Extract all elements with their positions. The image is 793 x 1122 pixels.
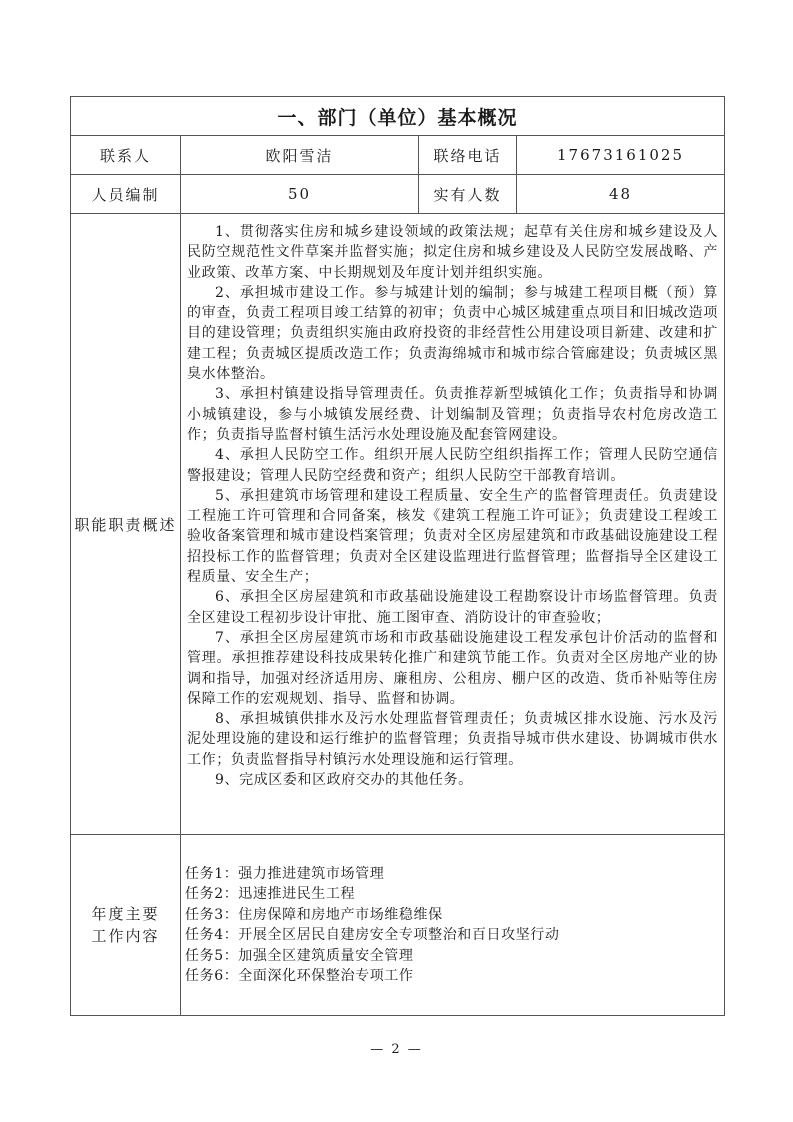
duty-paragraph: 1、贯彻落实住房和城乡建设领域的政策法规；起草有关住房和城乡建设及人民防空规范性文件草案并监督实施；拟定住房和城乡建设及人民防空发展战略、产业政策、改革方案、中长期规划及年度计划并组织实施。 bbox=[187, 224, 719, 281]
duty-paragraph: 7、承担全区房屋建筑市场和市政基础设施建设工程发承包计价活动的监督和管理。承担推荐建设科技成果转化推广和建筑节能工作。负责对全区房地产业的协调和指导，加强对经济适用房、廉租房、公租房、棚户区的改造、货币补贴等住房保障工作的宏观规划、指导、监督和协调。 bbox=[187, 629, 719, 707]
annual-work-row bbox=[71, 835, 725, 1016]
task-item: 任务4：开展全区居民自建房安全专项整治和百日攻坚行动 bbox=[185, 927, 560, 943]
task-item: 任务5：加强全区建筑质量安全管理 bbox=[185, 947, 414, 964]
task-item: 任务6：全面深化环保整治专项工作 bbox=[185, 968, 414, 984]
actual-label: 实有人数 bbox=[419, 175, 517, 214]
contact-row bbox=[71, 136, 725, 175]
duties-content bbox=[181, 214, 725, 835]
task-item: 任务2：迅速推进民生工程 bbox=[185, 886, 356, 902]
duty-paragraph: 6、承担全区房屋建筑和市政基础设施建设工程勘察设计市场监督管理。负责全区建设工程初步设计审批、施工图审查、消防设计的审查验收； bbox=[187, 589, 719, 626]
overview-table bbox=[70, 96, 725, 1016]
duties-row bbox=[71, 214, 725, 835]
task-item: 任务1：强力推进建筑市场管理 bbox=[185, 865, 385, 882]
duty-paragraph: 9、完成区委和区政府交办的其他任务。 bbox=[215, 772, 473, 789]
phone-value: 17673161025 bbox=[517, 136, 725, 175]
staffing-row bbox=[71, 175, 725, 214]
actual-value: 48 bbox=[517, 175, 725, 214]
quota-value: 50 bbox=[181, 175, 419, 214]
duties-label: 职能职责概述 bbox=[71, 214, 181, 835]
annual-work-label-line1: 年度主要 bbox=[91, 905, 160, 923]
page-number: — 2 — bbox=[370, 1042, 423, 1057]
phone-label: 联络电话 bbox=[419, 136, 517, 175]
task-item: 任务3：住房保障和房地产市场维稳维保 bbox=[185, 906, 443, 923]
department-overview-sheet bbox=[70, 96, 724, 1016]
annual-task-list bbox=[181, 835, 725, 1016]
duty-paragraph: 8、承担城镇供排水及污水处理监督管理责任；负责城区排水设施、污水及污泥处理设施的建设和运行维护的监督管理；负责指导城市供水建设、协调城市供水工作；负责监督指导村镇污水处理设施和运行管理。 bbox=[187, 711, 719, 768]
section-title: 一、部门（单位）基本概况 bbox=[71, 97, 725, 136]
annual-work-label-line2: 工作内容 bbox=[91, 927, 160, 945]
quota-label: 人员编制 bbox=[71, 175, 181, 214]
duty-paragraph: 2、承担城市建设工作。参与城建计划的编制；参与城建工程项目概（预）算的审查，负责工程项目竣工结算的初审；负责中心城区城建重点项目和旧城改造项目的建设管理；负责组织实施由政府投资的非经营性公用建设项目新建、改建和扩建工程；负责城区提质改造工作；负责海绵城市和城市综合管廊建设；负责城区黑臭水体整治。 bbox=[187, 284, 719, 383]
contact-label: 联系人 bbox=[71, 136, 181, 175]
contact-value: 欧阳雪洁 bbox=[181, 136, 419, 175]
duty-paragraph: 3、承担村镇建设指导管理责任。负责推荐新型城镇化工作；负责指导和协调小城镇建设，参与小城镇发展经费、计划编制及管理；负责指导农村危房改造工作；负责指导监督村镇生活污水处理设施及配套管网建设。 bbox=[187, 386, 719, 443]
duty-paragraph: 4、承担人民防空工作。组织开展人民防空组织指挥工作；管理人民防空通信警报建设；管理人民防空经费和资产；组织人民防空干部教育培训。 bbox=[187, 447, 719, 484]
duty-paragraph: 5、承担建筑市场管理和建设工程质量、安全生产的监督管理责任。负责建设工程施工许可管理和合同备案，核发《建筑工程施工许可证》；负责建设工程竣工验收备案管理和城市建设档案管理；负责对全区房屋建筑和市政基础设施建设工程招投标工作的监督管理；负责对全区建设监理进行监督管理；监督指导全区建设工程质量、安全生产； bbox=[187, 487, 719, 586]
annual-work-label bbox=[71, 835, 181, 1016]
